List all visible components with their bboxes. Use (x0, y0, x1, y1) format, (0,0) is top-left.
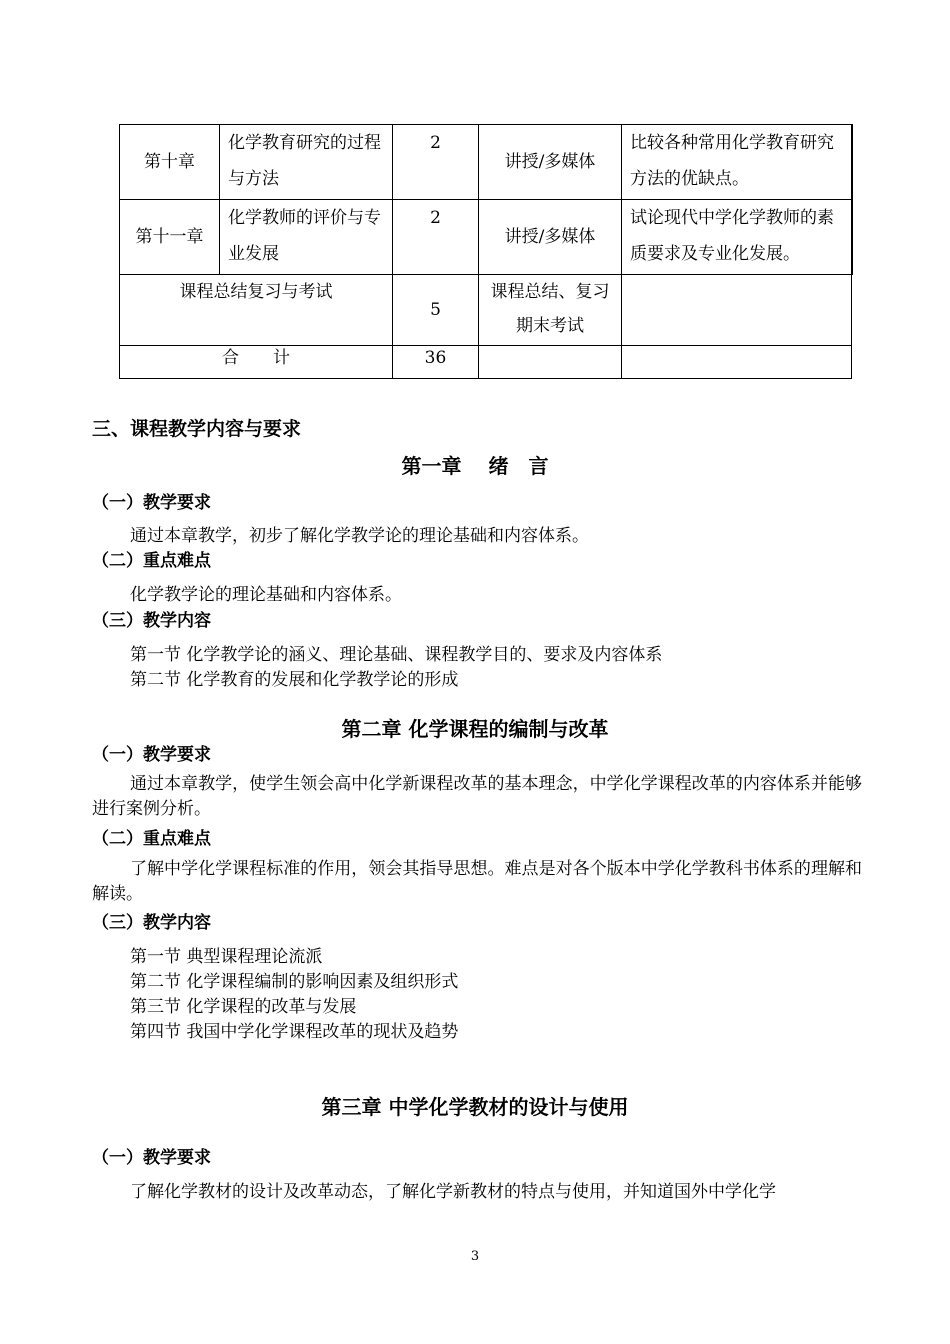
total-notes (622, 346, 852, 379)
total-hours: 36 (393, 346, 479, 379)
list-item: 第一节 化学教学论的涵义、理论基础、课程教学目的、要求及内容体系 (130, 645, 663, 665)
review-row (120, 275, 852, 346)
chapter2-key-text: 了解中学化学课程标准的作用，领会其指导思想。难点是对各个版本中学化学教科书体系的理解和解读。 (92, 859, 862, 904)
chapter1-req-text: 通过本章教学，初步了解化学教学论的理论基础和内容体系。 (130, 526, 589, 546)
review-label: 课程总结复习与考试 (120, 275, 393, 346)
total-label: 合 计 (120, 346, 393, 379)
chapter1-key-heading: （二）重点难点 (92, 551, 211, 571)
notes-cell: 比较各种常用化学教育研究方法的优缺点。 (622, 125, 852, 200)
chapter2-title: 第二章 化学课程的编制与改革 (341, 717, 609, 741)
list-item: 第二节 化学课程编制的影响因素及组织形式 (130, 972, 459, 992)
list-item: 第四节 我国中学化学课程改革的现状及趋势 (130, 1022, 459, 1042)
total-method (479, 346, 622, 379)
topic-cell: 化学教育研究的过程与方法 (220, 125, 393, 200)
chapter-cell: 第十章 (120, 125, 220, 200)
table-row (120, 125, 852, 200)
method-cell: 讲授/多媒体 (479, 200, 622, 275)
chapter3-req-heading: （一）教学要求 (92, 1148, 211, 1168)
chapter2-content-heading: （三）教学内容 (92, 913, 211, 933)
schedule-table (119, 124, 853, 379)
review-method: 课程总结、复习期末考试 (479, 275, 622, 346)
chapter1-key-text: 化学教学论的理论基础和内容体系。 (130, 585, 402, 605)
section-title: 三、课程教学内容与要求 (92, 418, 302, 440)
table-row (120, 200, 852, 275)
hours-cell: 2 (393, 125, 479, 200)
hours-cell: 2 (393, 200, 479, 275)
chapter3-title: 第三章 中学化学教材的设计与使用 (321, 1095, 629, 1119)
list-item: 第二节 化学教育的发展和化学教学论的形成 (130, 670, 459, 690)
chapter2-req-text: 通过本章教学，使学生领会高中化学新课程改革的基本理念，中学化学课程改革的内容体系并能够进行案例分析。 (92, 774, 862, 819)
chapter1-req-heading: （一）教学要求 (92, 493, 211, 513)
notes-cell: 试论现代中学化学教师的素质要求及专业化发展。 (622, 200, 852, 275)
page-number: 3 (470, 1249, 480, 1264)
list-item: 第一节 典型课程理论流派 (130, 947, 323, 967)
topic-cell: 化学教师的评价与专业发展 (220, 200, 393, 275)
review-notes (622, 275, 852, 346)
chapter1-title: 第一章 绪 言 (401, 454, 549, 478)
chapter3-req-text: 了解化学教材的设计及改革动态，了解化学新教材的特点与使用，并知道国外中学化学 (130, 1182, 776, 1202)
method-cell: 讲授/多媒体 (479, 125, 622, 200)
chapter2-req-heading: （一）教学要求 (92, 745, 211, 765)
total-row (120, 346, 852, 379)
review-hours: 5 (393, 275, 479, 346)
chapter-cell: 第十一章 (120, 200, 220, 275)
chapter2-key-heading: （二）重点难点 (92, 829, 211, 849)
list-item: 第三节 化学课程的改革与发展 (130, 997, 357, 1017)
chapter1-content-heading: （三）教学内容 (92, 611, 211, 631)
